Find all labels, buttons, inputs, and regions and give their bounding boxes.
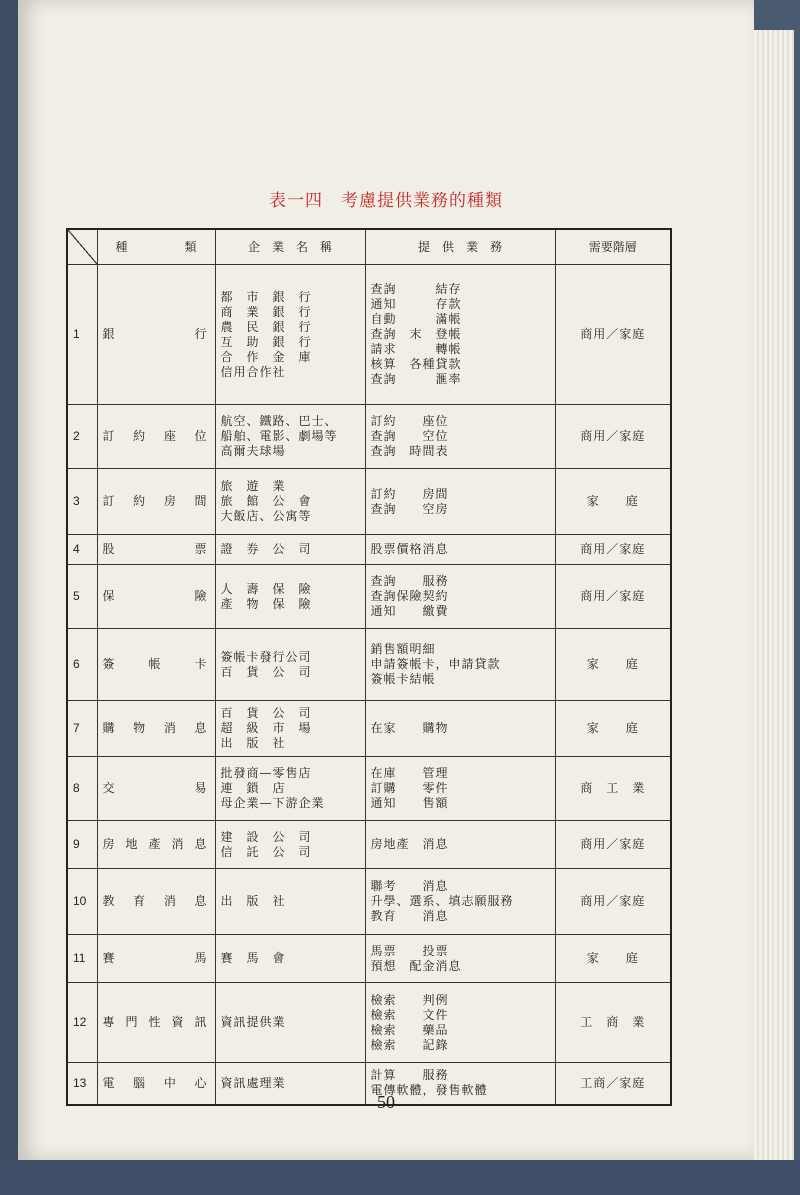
row-need: 商用／家庭 [555,535,671,565]
row-company: 百 貨 公 司 超 級 市 場 出 版 社 [215,701,365,757]
row-number: 1 [67,265,97,405]
row-number: 2 [67,405,97,469]
table-row [67,565,671,629]
row-category: 交 易 [97,757,215,821]
row-need: 工 商 業 [555,983,671,1063]
row-need: 商 工 業 [555,757,671,821]
row-service: 股票價格消息 [365,535,555,565]
row-service: 在庫 管理 訂購 零件 通知 售額 [365,757,555,821]
header-company: 企 業 名 稱 [215,229,365,265]
row-category: 簽帳卡 [97,629,215,701]
table-row [67,405,671,469]
row-service: 銷售額明細 申請簽帳卡，申請貸款 簽帳卡結帳 [365,629,555,701]
row-service: 訂約 房間 查詢 空房 [365,469,555,535]
table-row [67,935,671,983]
row-company: 都 市 銀 行 商 業 銀 行 農 民 銀 行 互 助 銀 行 合 作 金 庫 信用合作社 [215,265,365,405]
header-need: 需要階層 [555,229,671,265]
table-header-row [67,229,671,265]
book-cover-left [0,0,18,1195]
book-cover-bottom [0,1160,800,1195]
row-service: 檢索 判例 檢索 文件 檢索 藥品 檢索 記錄 [365,983,555,1063]
row-need: 商用／家庭 [555,565,671,629]
row-service: 訂約 座位 查詢 空位 查詢 時間表 [365,405,555,469]
row-company: 簽帳卡發行公司 百 貨 公 司 [215,629,365,701]
row-service: 房地產 消息 [365,821,555,869]
row-need: 家 庭 [555,629,671,701]
row-category: 賽 馬 [97,935,215,983]
row-company: 資訊處理業 [215,1063,365,1105]
row-number: 13 [67,1063,97,1105]
row-company: 出 版 社 [215,869,365,935]
row-company: 航空、鐵路、巴士、 船舶、電影、劇場等 高爾夫球場 [215,405,365,469]
row-company: 旅 遊 業 旅 館 公 會 大飯店、公寓等 [215,469,365,535]
row-company: 建 設 公 司 信 託 公 司 [215,821,365,869]
services-table [66,228,672,1106]
row-need: 商用／家庭 [555,405,671,469]
row-number: 6 [67,629,97,701]
row-need: 商用／家庭 [555,869,671,935]
book-page [18,0,754,1160]
table-row [67,821,671,869]
row-category: 銀 行 [97,265,215,405]
row-number: 10 [67,869,97,935]
header-service: 提 供 業 務 [365,229,555,265]
row-number: 4 [67,535,97,565]
row-number: 5 [67,565,97,629]
table-row [67,757,671,821]
row-category: 保 險 [97,565,215,629]
row-company: 證 券 公 司 [215,535,365,565]
table-row [67,983,671,1063]
row-need: 家 庭 [555,469,671,535]
row-number: 7 [67,701,97,757]
row-service: 馬票 投票 預想 配金消息 [365,935,555,983]
row-category: 房地產消息 [97,821,215,869]
table-row [67,469,671,535]
table-row [67,869,671,935]
row-service: 查詢 結存 通知 存款 自動 滿帳 查詢 末 登帳 請求 轉帳 核算 各種貸款 查詢 滙率 [365,265,555,405]
header-category: 種 類 [97,229,215,265]
row-number: 11 [67,935,97,983]
row-number: 12 [67,983,97,1063]
row-need: 家 庭 [555,701,671,757]
row-category: 訂約房間 [97,469,215,535]
row-category: 購物消息 [97,701,215,757]
row-company: 批發商—零售店 連 鎖 店 母企業—下游企業 [215,757,365,821]
table-row [67,629,671,701]
table-row [67,535,671,565]
page-edges [754,30,794,1160]
row-company: 資訊提供業 [215,983,365,1063]
row-category: 教育消息 [97,869,215,935]
table-title: 表一四 考慮提供業務的種類 [269,191,503,211]
row-need: 家 庭 [555,935,671,983]
row-category: 股 票 [97,535,215,565]
row-company: 賽 馬 會 [215,935,365,983]
row-service: 計算 服務 電傳軟體，發售軟體 [365,1063,555,1105]
row-need: 工商／家庭 [555,1063,671,1105]
row-service: 在家 購物 [365,701,555,757]
row-company: 人 壽 保 險 產 物 保 險 [215,565,365,629]
row-category: 電腦中心 [97,1063,215,1105]
row-need: 商用／家庭 [555,821,671,869]
row-service: 聯考 消息 升學、選系、填志願服務 教育 消息 [365,869,555,935]
row-number: 8 [67,757,97,821]
row-number: 3 [67,469,97,535]
row-number: 9 [67,821,97,869]
header-corner [67,229,97,265]
row-category: 專門性資訊 [97,983,215,1063]
row-category: 訂約座位 [97,405,215,469]
row-need: 商用／家庭 [555,265,671,405]
table-row [67,701,671,757]
row-service: 查詢 服務 查詢保險契約 通知 繳費 [365,565,555,629]
page-number: 50 [377,1092,395,1112]
table-row [67,265,671,405]
